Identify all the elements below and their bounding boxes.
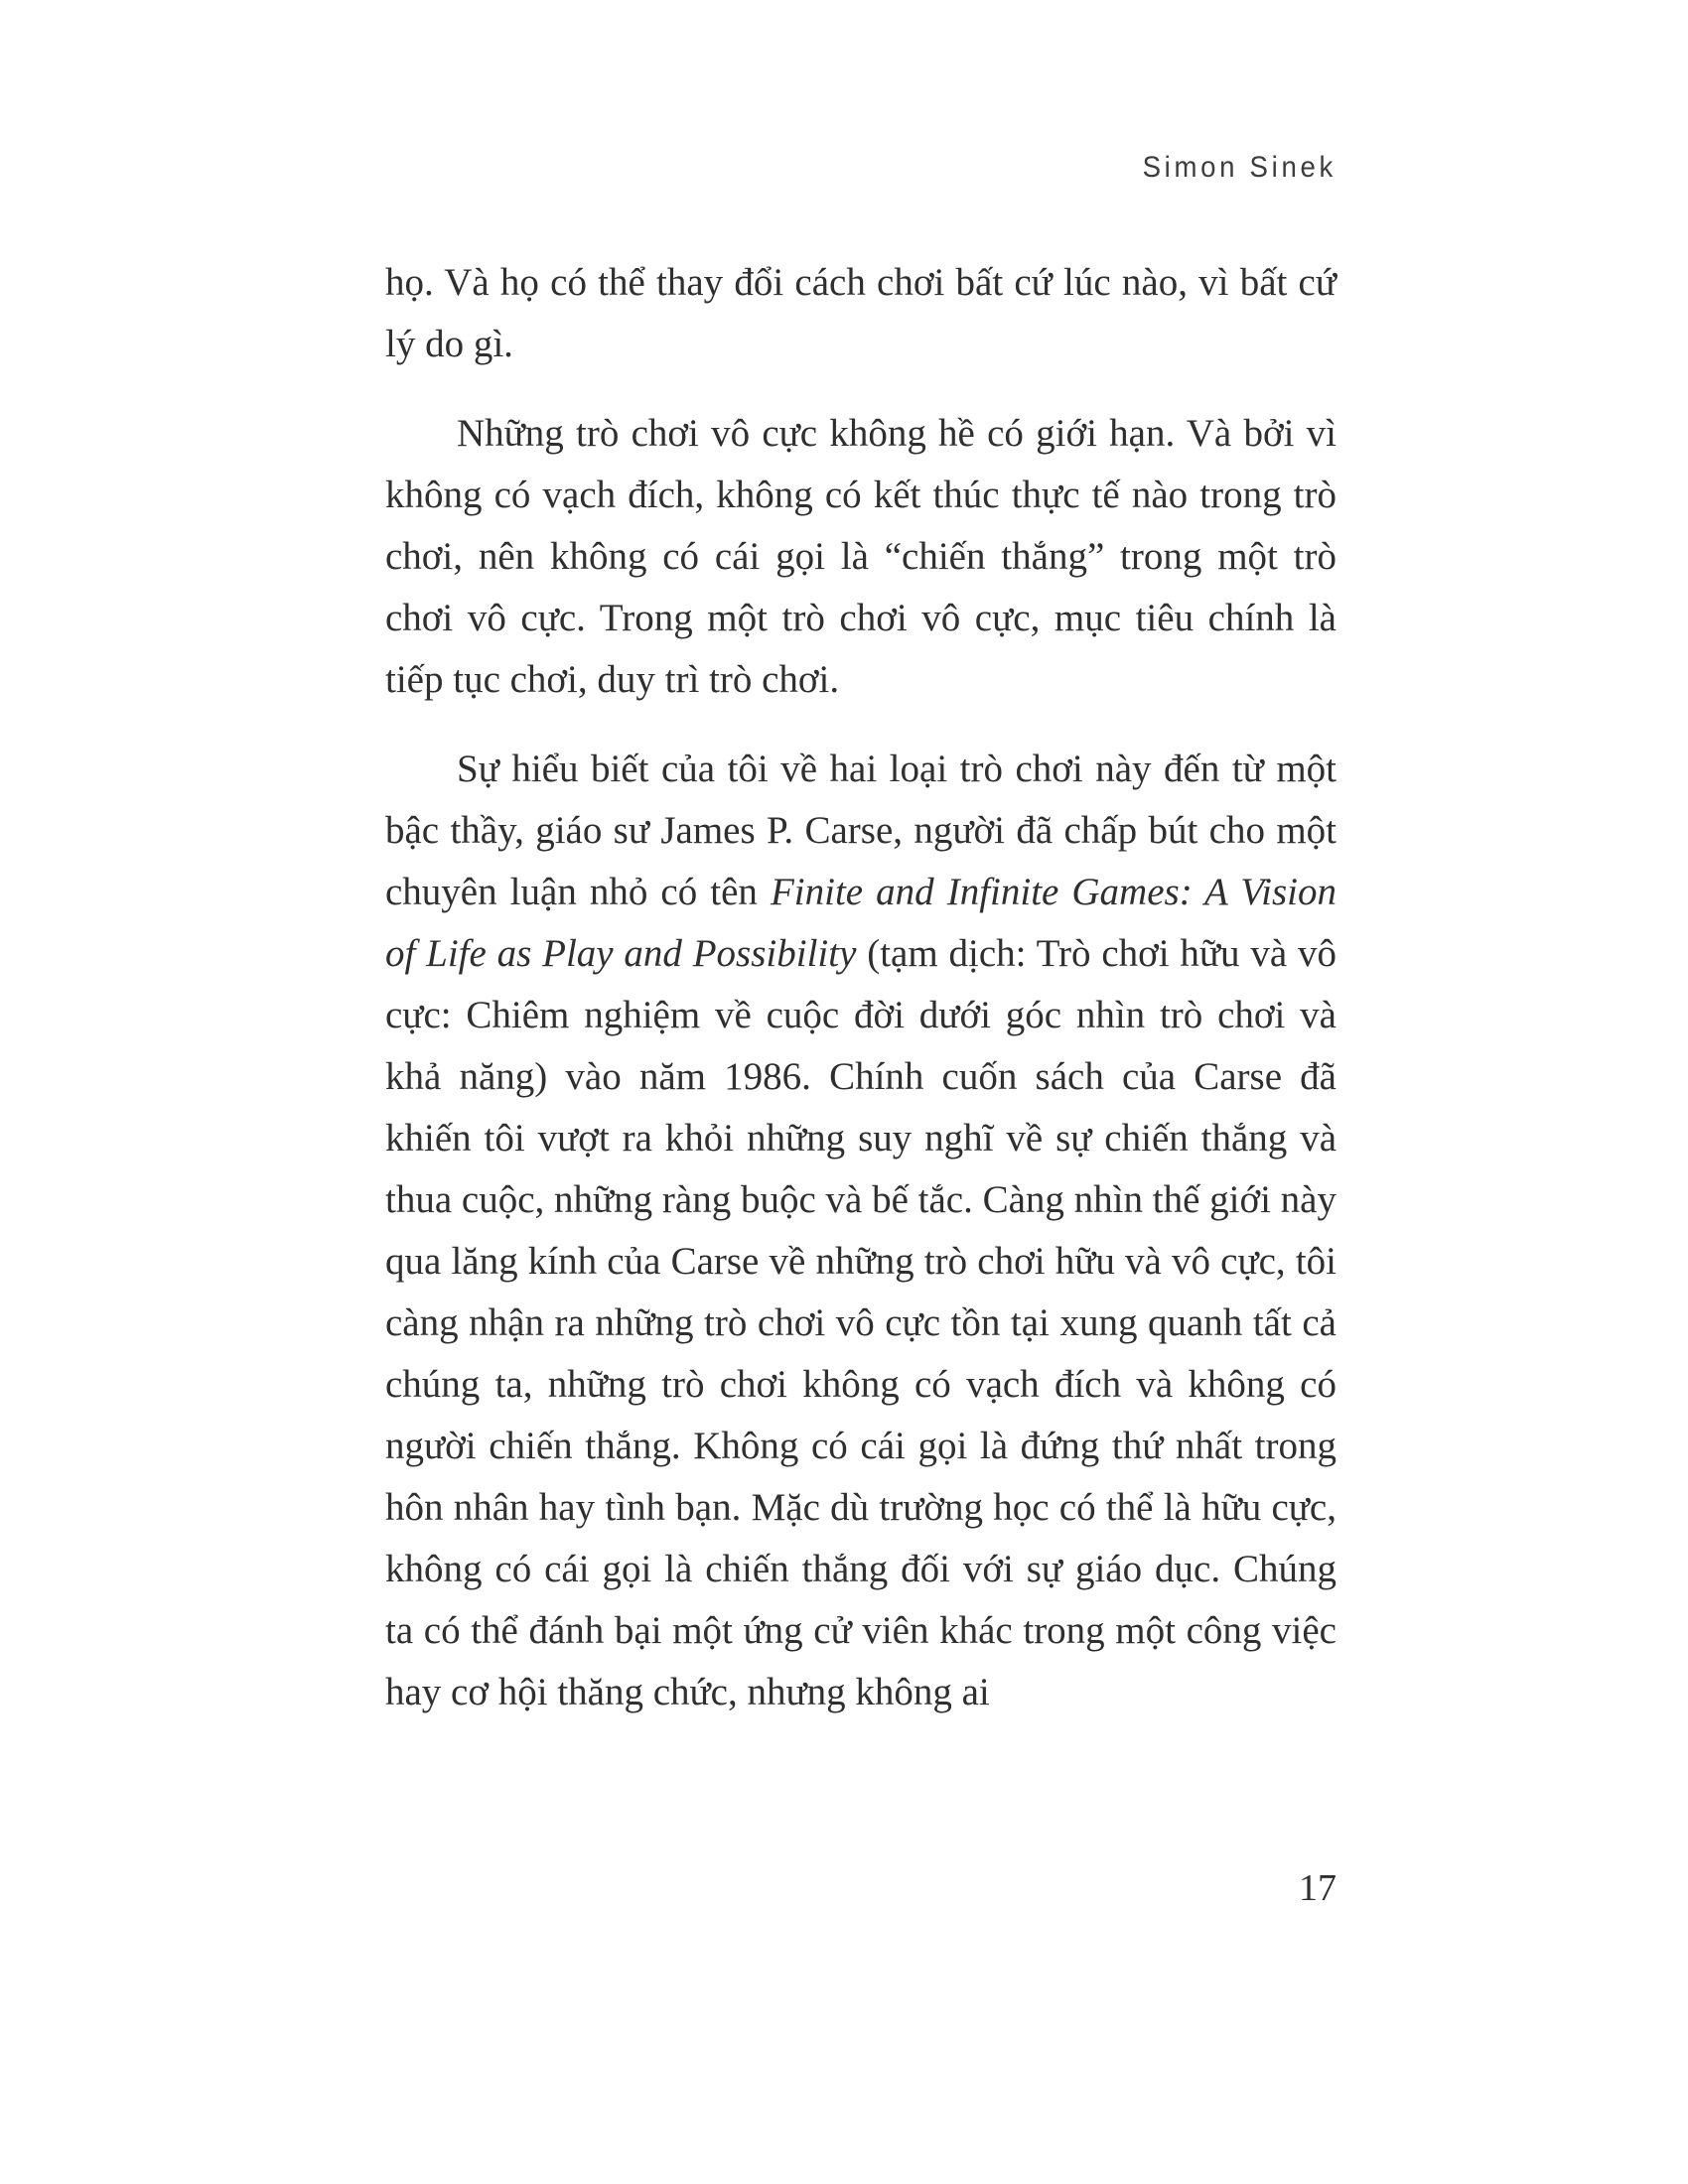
paragraph-3-text-after: (tạm dịch: Trò chơi hữu và vô cực: Chiêm nghiệm về cuộc đời dưới góc nhìn trò chơi và khả năng) vào năm 1986. Chính cuốn sách của Carse đã khiến tôi vượt ra khỏi những suy nghĩ về sự chiến thắng và thua cuộc, những ràng buộc và bế tắc. Càng nhìn thế giới này qua lăng kính của Carse về những trò chơi hữu và vô cực, tôi càng nhận ra những trò chơi vô cực tồn tại xung quanh tất cả chúng ta, những trò chơi không có vạch đích và không có người chiến thắng. Không có cái gọi là đứng thứ nhất trong hôn nhân hay tình bạn. Mặc dù trường học có thể là hữu cực, không có cái gọi là chiến thắng đối với sự giáo dục. Chúng ta có thể đánh bại một ứng cử viên khác trong một công việc hay cơ hội thăng chức, nhưng không ai [385,932,1336,1713]
paragraph-2: Những trò chơi vô cực không hề có giới hạn. Và bởi vì không có vạch đích, không có kết thúc thực tế nào trong trò chơi, nên không có cái gọi là “chiến thắng” trong một trò chơi vô cực. Trong một trò chơi vô cực, mục tiêu chính là tiếp tục chơi, duy trì trò chơi. [385,412,1336,701]
body-text [385,252,1336,1723]
paragraph-1: họ. Và họ có thể thay đổi cách chơi bất cứ lúc nào, vì bất cứ lý do gì. [385,261,1336,365]
running-header [462,151,1336,185]
paragraph-3 [385,739,1336,1723]
paragraph-3-text-before: Sự hiểu biết của tôi về hai loại trò chơi này đến từ một bậc thầy, giáo sư James P. Carse, người đã chấp bút cho một chuyên luận nhỏ có tên [385,748,1336,913]
page-footer [385,1866,1336,1910]
page-number: 17 [1299,1867,1336,1909]
author-name: Simon Sinek [1142,151,1336,184]
book-title-italic: Finite and Infinite Games: A Vision of Life as Play and Possibility [385,871,1336,975]
page-content [385,151,1336,1723]
